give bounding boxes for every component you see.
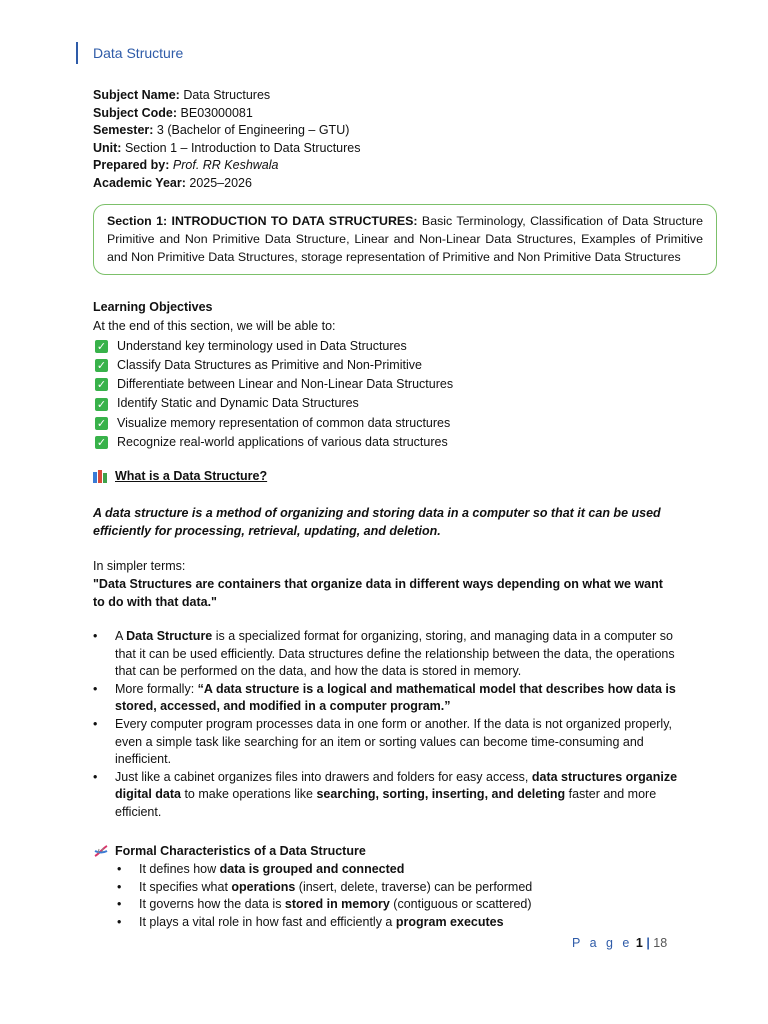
bullet-icon: • bbox=[117, 862, 122, 876]
meta-row: Unit: Section 1 – Introduction to Data Structures bbox=[93, 140, 361, 155]
learning-objectives-title: Learning Objectives bbox=[93, 300, 213, 314]
page-separator: | bbox=[646, 936, 650, 950]
page-header bbox=[76, 42, 183, 64]
bullet-icon: • bbox=[93, 629, 98, 643]
checkmark-icon: ✓ bbox=[96, 378, 107, 392]
objective-item: ✓ Identify Static and Dynamic Data Structures bbox=[96, 396, 359, 411]
checkmark-icon: ✓ bbox=[96, 339, 107, 353]
meta-row: Subject Code: BE03000081 bbox=[93, 105, 253, 120]
meta-row: Prepared by: Prof. RR Keshwala bbox=[93, 158, 279, 173]
section-topics: Basic Terminology, Classification of Data Structure Primitive and Non Primitive Data Structure, Linear and Non-Linear Data Structures, Examples of Primitive and Non Primitive Data Structures, storage representation of Primitive and Non Primitive Data Structures bbox=[107, 214, 703, 264]
dna-icon bbox=[93, 844, 109, 858]
checkmark-icon: ✓ bbox=[96, 436, 107, 450]
header-title: Data Structure bbox=[93, 45, 184, 61]
simpler-terms bbox=[93, 557, 673, 611]
what-is-title: What is a Data Structure? bbox=[115, 469, 268, 483]
list-item: • Just like a cabinet organizes files into drawers and folders for easy access, data structures organize digital data to make operations like searching, sorting, inserting, and deleting faster and more efficient. bbox=[93, 769, 693, 822]
meta-row: Semester: 3 (Bachelor of Engineering – GTU) bbox=[93, 123, 350, 138]
books-icon bbox=[93, 470, 109, 483]
meta-row: Subject Name: Data Structures bbox=[93, 88, 271, 102]
bullet-icon: • bbox=[93, 716, 98, 731]
section-summary-box bbox=[93, 204, 717, 275]
bullet-icon: • bbox=[93, 681, 98, 696]
list-item: • It plays a vital role in how fast and efficiently a program executes bbox=[117, 914, 677, 932]
learning-objectives bbox=[93, 298, 693, 452]
bullet-icon: • bbox=[93, 769, 98, 784]
definition-text: A data structure is a method of organizing and storing data in a computer so that it can be used efficiently for processing, retrieval, updating, and deletion. bbox=[93, 506, 661, 538]
section-heading: Section 1: INTRODUCTION TO DATA STRUCTURES: bbox=[107, 214, 418, 228]
list-item: • A Data Structure is a specialized format for organizing, storing, and managing data in a computer so that it can be used efficiently. Data structures define the relationship between the data, the operations that can be performed on the data, and how the data is stored in memory. bbox=[93, 628, 693, 681]
simpler-intro: In simpler terms: bbox=[93, 559, 186, 573]
formal-title: Formal Characteristics of a Data Structure bbox=[115, 844, 366, 858]
bullet-icon: • bbox=[117, 914, 122, 929]
checkmark-icon: ✓ bbox=[96, 397, 107, 411]
explanation-bullets bbox=[93, 628, 693, 822]
checkmark-icon: ✓ bbox=[96, 416, 107, 430]
list-item: • Every computer program processes data in one form or another. If the data is not organized properly, even a simple task like searching for an item or sorting values can become time-consuming and inefficient. bbox=[93, 716, 693, 769]
list-item: • It specifies what operations (insert, delete, traverse) can be performed bbox=[117, 879, 677, 897]
page-word: P a g e bbox=[572, 936, 633, 950]
objective-item: ✓ Differentiate between Linear and Non-Linear Data Structures bbox=[96, 377, 454, 392]
list-item: • It governs how the data is stored in memory (contiguous or scattered) bbox=[117, 896, 677, 914]
objective-item: ✓ Visualize memory representation of common data structures bbox=[96, 415, 451, 430]
page-total: 18 bbox=[653, 936, 668, 950]
what-is-heading bbox=[93, 469, 267, 483]
list-item: • It defines how data is grouped and connected bbox=[117, 861, 677, 879]
bullet-icon: • bbox=[117, 879, 122, 894]
formal-characteristics-list bbox=[117, 861, 677, 931]
objective-item: ✓ Recognize real-world applications of various data structures bbox=[96, 435, 448, 450]
objective-item: ✓ Classify Data Structures as Primitive and Non-Primitive bbox=[96, 357, 422, 373]
formal-characteristics-heading bbox=[93, 844, 366, 858]
list-item: • More formally: “A data structure is a logical and mathematical model that describes how data is stored, accessed, and modified in a computer program.” bbox=[93, 681, 693, 716]
subject-metadata bbox=[93, 87, 361, 193]
meta-row: Academic Year: 2025–2026 bbox=[93, 175, 252, 190]
bullet-icon: • bbox=[117, 897, 122, 912]
learning-objectives-intro: At the end of this section, we will be able to: bbox=[93, 319, 336, 334]
checkmark-icon: ✓ bbox=[96, 359, 107, 373]
objective-item: ✓ Understand key terminology used in Data Structures bbox=[96, 338, 407, 353]
simpler-quote: "Data Structures are containers that organize data in different ways depending on what we want to do with that data." bbox=[93, 577, 663, 609]
page-number: 1 bbox=[635, 936, 643, 950]
page-footer bbox=[572, 936, 667, 950]
